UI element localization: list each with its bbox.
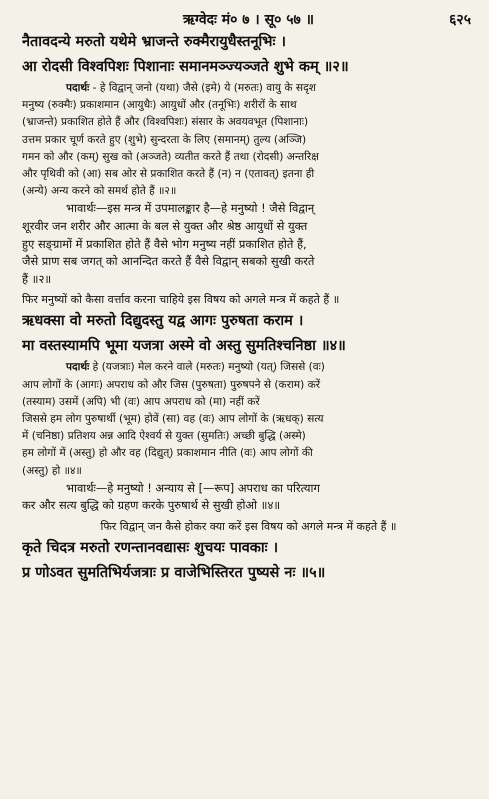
- padartha-line: पदार्थः हे (यजत्राः) मेल करने वाले (मरुतः) मनुष्यो (यत्) जिससे (वः): [66, 361, 325, 374]
- mantra-line: नैतावदन्ये मरुतो यथेमे भ्राजन्ते रुक्मैरायुधैस्तनूभिः ।: [22, 34, 286, 50]
- padartha-label: पदार्थः: [66, 82, 90, 94]
- padartha-line: और पृथिवी को (आ) सब ओर से प्रकाशित करते हैं (न) न (एतावत्) इतना ही: [22, 168, 315, 181]
- bhavartha-block: [22, 200, 475, 288]
- bhavartha-line: कर और सत्य बुद्धि को ग्रहण करके पुरुषार्थ से सुखी होओ ॥४॥: [22, 498, 281, 513]
- bhavartha-block: [22, 480, 475, 515]
- mantra-line: मा वस्तस्यामपि भूमा यजत्रा अस्मे वो अस्तु सुमतिश्चनिष्ठा ॥४॥: [22, 338, 346, 355]
- page-header: [22, 8, 475, 30]
- padartha-line: आप लोगों के (आगः) अपराध को और जिस (पुरुषता) पुरुषपने से (कराम) करें: [22, 378, 321, 391]
- mantra-line: कृते चिदत्र मरुतो रणन्तानवद्यासः शुचयः पावकाः ।: [22, 540, 279, 556]
- padartha-line: पदार्थः - हे विद्वान् जनो (यथा) जैसे (इमे) ये (मरुतः) वायु के सदृश: [66, 82, 316, 94]
- running-title: ऋग्वेदः मं० ७ । सू० ५७ ॥: [182, 12, 315, 28]
- bhavartha-line: जैसे प्राण सब जगत् को आनन्दित करते हैं वैसे विद्वान् सबको सुखी करते: [22, 254, 315, 269]
- padartha-line: गमन को और (कम्) सुख को (अञ्जते) व्यतीत करते हैं तथा (रोदसी) अन्तरिक्ष: [22, 150, 319, 163]
- bhavartha-line: भावार्थः—हे मनुष्यो ! अन्याय से [—रूप] अपराध का परित्याग: [66, 480, 320, 495]
- padartha-line: (तस्याम) उसमें (अपि) भी (वः) आप अपराध को (मा) नहीं करें: [22, 395, 260, 408]
- mantra-line: प्र णोऽवत सुमतिभिर्यजत्राः प्र वाजेभिस्तिरत पुष्यसे नः ॥५॥: [22, 565, 326, 581]
- mantra-line: आ रोदसी विश्वपिशः पिशानाः समानमञ्ज्यञ्जते शुभे कम् ॥२॥: [22, 59, 349, 75]
- section-intro: फिर विद्वान् जन कैसे होकर क्या करें इस विषय को अगले मन्त्र में कहते हैं ॥: [100, 520, 397, 533]
- bhavartha-line: हुए सङ्ग्रामों में प्रकाशित होते हैं वैसे भोग मनुष्य नहीं प्रकाशित होते हैं,: [22, 236, 307, 251]
- padartha-line: मनुष्य (रुक्मैः) प्रकाशमान (आयुधैः) आयुधों और (तनूभिः) शरीरों के साथ: [22, 99, 297, 112]
- padartha-label: पदार्थः: [66, 361, 90, 374]
- bhavartha-label: भावार्थः: [66, 480, 96, 495]
- mantra-block: [22, 309, 475, 359]
- padartha-line: (भ्राजन्ते) प्रकाशित होते हैं और (विश्वपिशः) संसार के अवयवभूत (पिशानाः): [22, 116, 309, 129]
- bhavartha-label: भावार्थः: [66, 201, 96, 216]
- mantra-block: [22, 30, 475, 80]
- mantra-line: ऋधक्सा वो मरुतो दिद्युदस्तु यद्व आगः पुरुषता कराम ।: [22, 313, 304, 330]
- page-number: ६२५: [449, 12, 471, 28]
- bhavartha-line: हैं ॥२॥: [22, 271, 52, 286]
- padartha-line: हम लोगों में (अस्तु) हो और वह (दिद्युत्) प्रकाशमान नीति (वः) आप लोगों की: [22, 447, 313, 460]
- section-intro: फिर मनुष्यों को कैसा वर्त्ताव करना चाहिये इस विषय को अगले मन्त्र में कहते हैं ॥: [22, 293, 340, 307]
- padartha-block: [22, 80, 475, 200]
- padartha-line: (अस्तु) हो ॥४॥: [22, 464, 82, 477]
- padartha-line: में (चनिष्ठा) प्रतिशय अन्न आदि ऐश्वर्य से युक्त (सुमतिः) अच्छी बुद्धि (अस्मे): [22, 430, 306, 443]
- mantra-block: [22, 536, 475, 586]
- bhavartha-line: भावार्थः—इस मन्त्र में उपमालङ्कार है—हे मनुष्यो ! जैसे विद्वान्: [66, 201, 315, 216]
- padartha-line: उत्तम प्रकार चूर्ण करते हुए (शुभे) सुन्दरता के लिए (समानम्) तुल्य (अञ्जि): [22, 133, 307, 146]
- padartha-line: जिससे हम लोग पुरुषार्थी (भूम) होवें (सा) वह (वः) आप लोगों के (ऋधक्) सत्य: [22, 413, 324, 425]
- padartha-line: (अन्ये) अन्य करने को समर्थ होते हैं ॥२॥: [22, 185, 177, 198]
- padartha-block: [22, 359, 475, 479]
- bhavartha-line: शूरवीर जन शरीर और आत्मा के बल से युक्त और श्रेष्ठ आयुधों से युक्त: [22, 219, 308, 234]
